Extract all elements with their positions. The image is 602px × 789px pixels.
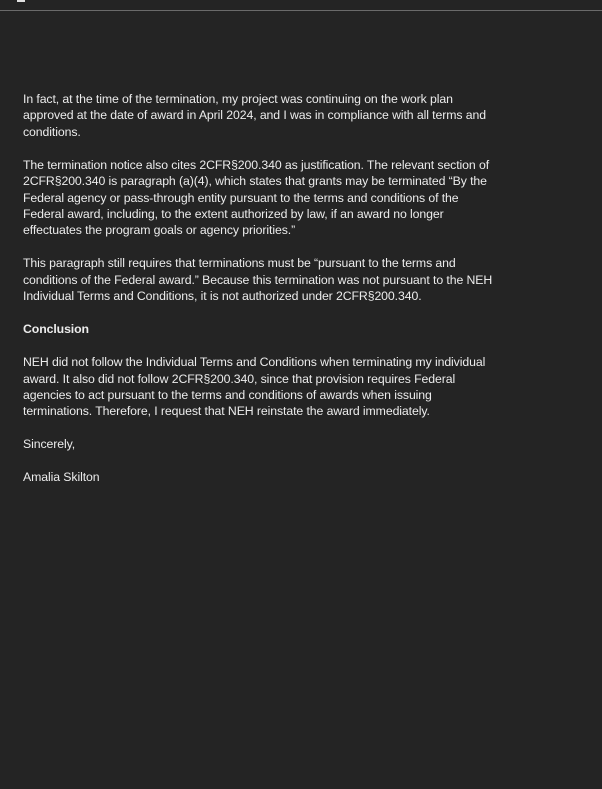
letter-body — [23, 91, 543, 502]
top-edge-mark — [17, 0, 25, 2]
paragraph-compliance: In fact, at the time of the termination, my project was continuing on the work plan approved at the date of award in April 2024, and I was in compliance with all terms and conditions. — [23, 92, 486, 139]
top-divider — [0, 0, 602, 11]
paragraph-conclusion: NEH did not follow the Individual Terms and Conditions when terminating my individual award. It also did not follow 2CFR§200.340, since that provision requires Federal agencies to act pursuant to the terms and conditions of awards when issuing terminations. Therefore, I request that NEH reinstate the award immediately. — [23, 355, 486, 419]
closing-salutation: Sincerely, — [23, 437, 76, 452]
paragraph-pursuant-requirement: This paragraph still requires that terminations must be “pursuant to the terms and conditions of the Federal award.” Because this termination was not pursuant to the NEH Individual Terms and Conditions, it is not authorized under 2CFR§200.340. — [23, 256, 493, 304]
signature-name: Amalia Skilton — [23, 470, 100, 485]
paragraph-cfr-citation: The termination notice also cites 2CFR§200.340 as justification. The relevant section of 2CFR§200.340 is paragraph (a)(4), which states that grants may be terminated “By the Federal agency or pass-through entity pursuant to the terms and conditions of the Federal award, including, to the extent authorized by law, if an award no longer effectuates the program goals or agency priorities.” — [23, 157, 490, 238]
conclusion-heading: Conclusion — [23, 322, 89, 337]
